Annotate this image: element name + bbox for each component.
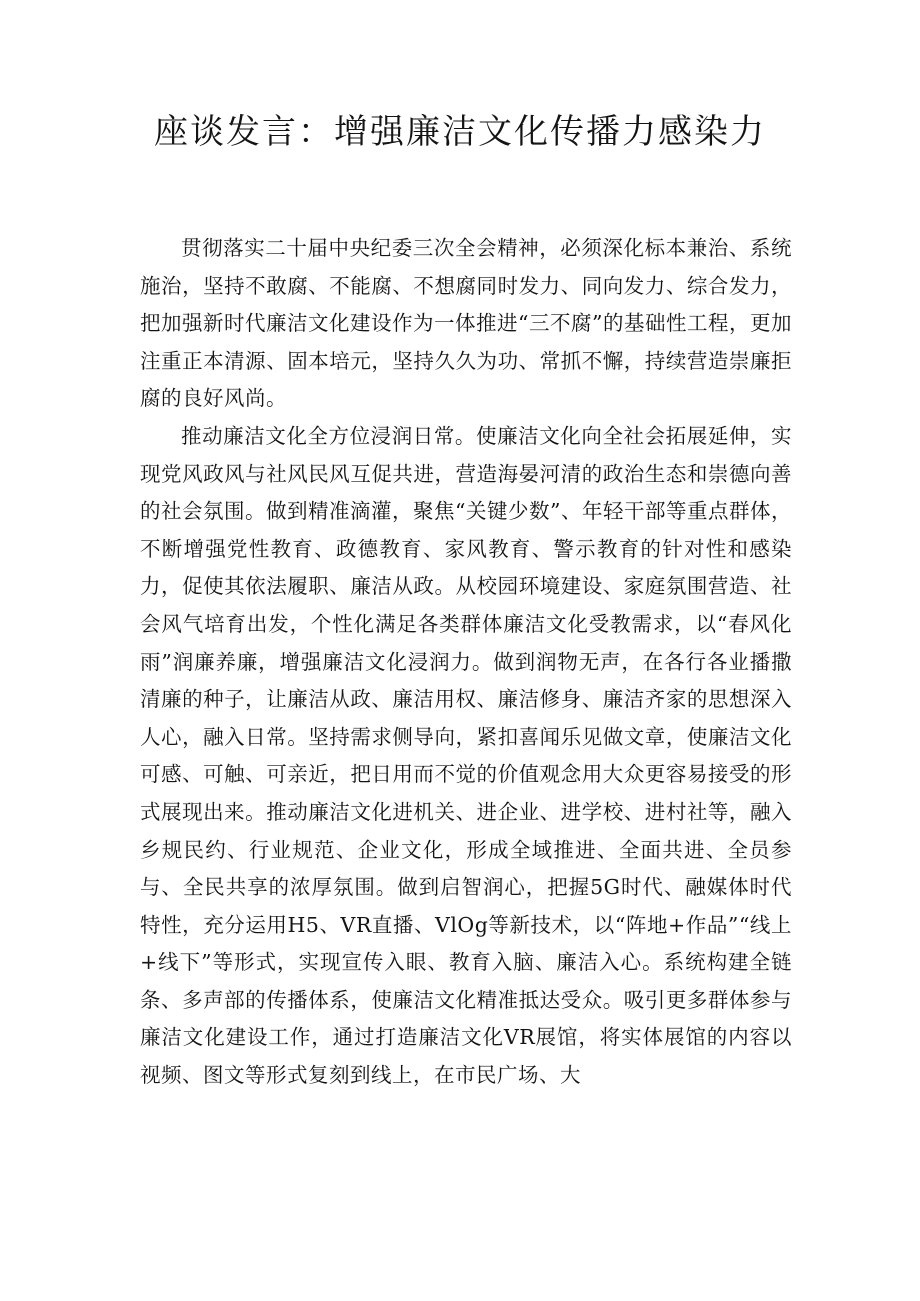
document-title: 座谈发言：增强廉洁文化传播力感染力 — [154, 112, 766, 152]
paragraph-culture-daily: 推动廉洁文化全方位浸润日常。使廉洁文化向全社会拓展延伸，实现党风政风与社风民风互促共进，营造海晏河清的政治生态和崇德向善的社会氛围。做到精准滴灌，聚焦“关键少数”、年轻干部等重点群体，不断增强党性教育、政德教育、家风教育、警示教育的针对性和感染力，促使其依法履职、廉洁从政。从校园环境建设、家庭氛围营造、社会风气培育出发，个性化满足各类群体廉洁文化受教需求，以“春风化雨”润廉养廉，增强廉洁文化浸润力。做到润物无声，在各行各业播撒清廉的种子，让廉洁从政、廉洁用权、廉洁修身、廉洁齐家的思想深入人心，融入日常。坚持需求侧导向，紧扣喜闻乐见做文章，使廉洁文化可感、可触、可亲近，把日用而不觉的价值观念用大众更容易接受的形式展现出来。推动廉洁文化进机关、进企业、进学校、进村社等，融入乡规民约、行业规范、企业文化，形成全域推进、全面共进、全员参与、全民共享的浓厚氛围。做到启智润心，把握5G时代、融媒体时代特性，充分运用H5、VR直播、VlOg等新技术，以“阵地+作品”“线上+线下”等形式，实现宣传入眼、教育入脑、廉洁入心。系统构建全链条、多声部的传播体系，使廉洁文化精准抵达受众。吸引更多群体参与廉洁文化建设工作，通过打造廉洁文化VR展馆，将实体展馆的内容以视频、图文等形式复刻到线上，在市民广场、大 — [140, 423, 792, 1088]
document-body — [140, 230, 792, 1095]
paragraph-intro: 贯彻落实二十届中央纪委三次全会精神，必须深化标本兼治、系统施治，坚持不敢腐、不能腐、不想腐同时发力、同向发力、综合发力，把加强新时代廉洁文化建设作为一体推进“三不腐”的基础性工程，更加注重正本清源、固本培元，坚持久久为功、常抓不懈，持续营造崇廉拒腐的良好风尚。 — [140, 236, 792, 411]
